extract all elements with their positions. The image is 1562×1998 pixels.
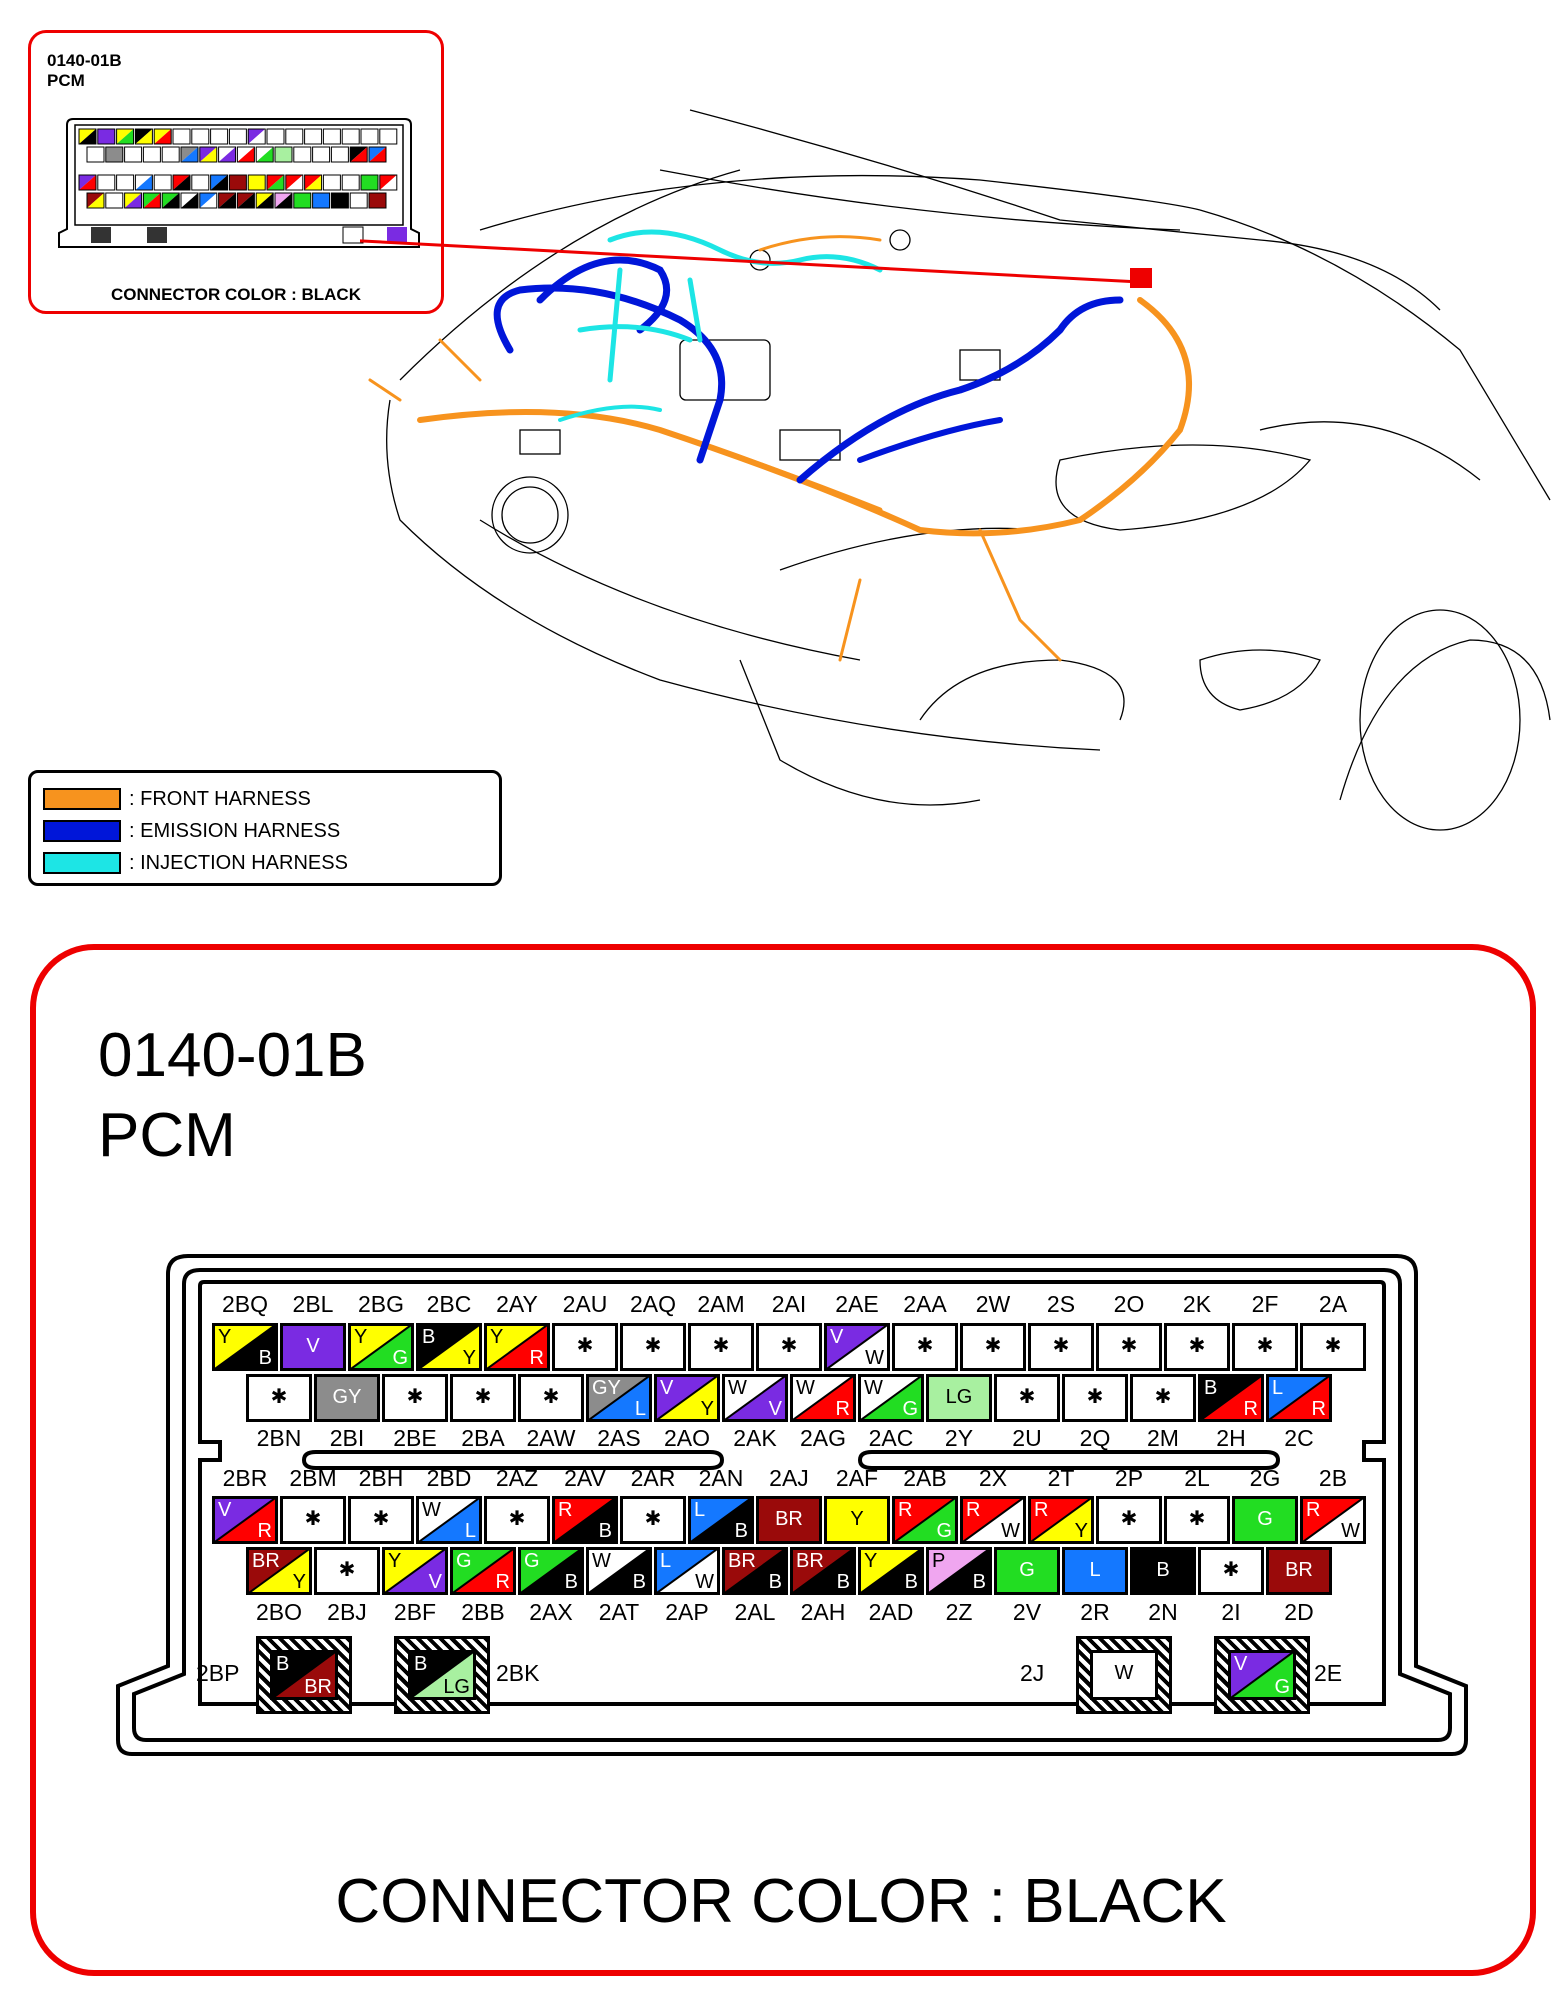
pin-color-primary: B <box>1204 1377 1218 1399</box>
pin-color-primary: G <box>456 1550 472 1572</box>
pin-r2-6 <box>586 1374 652 1422</box>
pin-r1-16 <box>1232 1323 1298 1371</box>
unused-pin-icon: ✱ <box>372 1508 390 1530</box>
pin-r3-12 <box>960 1496 1026 1544</box>
pin-color-stripe: B <box>598 1520 612 1542</box>
pin-label: 2G <box>1249 1465 1281 1491</box>
pin-color-stripe: G <box>902 1398 918 1420</box>
pin-r1-8 <box>688 1323 754 1371</box>
pin-label: 2BD <box>426 1465 472 1491</box>
pin-r4-6 <box>586 1547 652 1595</box>
pin-label: 2BH <box>358 1465 404 1491</box>
pin-r4-1 <box>246 1547 312 1595</box>
unused-pin-icon: ✱ <box>1154 1386 1172 1408</box>
pin-r1-10 <box>824 1323 890 1371</box>
pin-color-stripe: G <box>1274 1676 1290 1698</box>
pin-label: 2U <box>1012 1425 1042 1451</box>
pin-label: 2BC <box>426 1291 472 1317</box>
pin-color: G <box>1019 1559 1035 1581</box>
pin-r3-8 <box>688 1496 754 1544</box>
pin-color-stripe: R <box>835 1398 850 1420</box>
pin-label: 2AE <box>835 1291 879 1317</box>
pin-r4-4 <box>450 1547 516 1595</box>
pin-label: 2AN <box>698 1465 744 1491</box>
thumbnail-footer: CONNECTOR COLOR : BLACK <box>111 285 361 304</box>
pin-r2-11 <box>926 1374 992 1422</box>
aux-pin-2J <box>1090 1650 1158 1700</box>
pin-color-primary: GY <box>592 1377 621 1399</box>
pin-label: 2AV <box>564 1465 606 1491</box>
pin-r3-13 <box>1028 1496 1094 1544</box>
pin-color-stripe: R <box>1243 1398 1258 1420</box>
pin-r3-2 <box>280 1496 346 1544</box>
pin-r4-3 <box>382 1547 448 1595</box>
pin-r1-4 <box>416 1323 482 1371</box>
pin-label: 2AT <box>598 1599 640 1625</box>
pin-color-stripe: W <box>1341 1520 1360 1542</box>
unused-pin-icon: ✱ <box>1120 1335 1138 1357</box>
pin-color-primary: R <box>1034 1499 1049 1521</box>
pin-r4-12 <box>994 1547 1060 1595</box>
pin-color-primary: BR <box>252 1550 280 1572</box>
pin-label: 2B <box>1318 1465 1348 1491</box>
pin-r2-15 <box>1198 1374 1264 1422</box>
pin-label: 2AC <box>868 1425 914 1451</box>
pin-label: 2AF <box>835 1465 879 1491</box>
unused-pin-icon: ✱ <box>1188 1508 1206 1530</box>
aux-pin-2BK <box>408 1650 476 1700</box>
pin-color-primary: R <box>898 1499 913 1521</box>
pin-label: 2BA <box>461 1425 505 1451</box>
unused-pin-icon: ✱ <box>1188 1335 1206 1357</box>
pin-r2-7 <box>654 1374 720 1422</box>
pin-color-primary: Y <box>354 1326 368 1348</box>
pin-label: 2Y <box>944 1425 974 1451</box>
pin-label: 2Q <box>1079 1425 1111 1451</box>
unused-pin-icon: ✱ <box>1120 1508 1138 1530</box>
pin-color-stripe: Y <box>700 1398 714 1420</box>
pin-color-primary: L <box>660 1550 672 1572</box>
pin-color-stripe: Y <box>1074 1520 1088 1542</box>
pin-color-primary: R <box>966 1499 981 1521</box>
aux-pin-label: 2J <box>1020 1660 1045 1686</box>
pin-color-stripe: BR <box>304 1676 332 1698</box>
unused-pin-icon: ✱ <box>576 1335 594 1357</box>
pin-color: BR <box>775 1508 803 1530</box>
pin-color-stripe: L <box>634 1398 646 1420</box>
pin-color-stripe: L <box>464 1520 476 1542</box>
pin-color-stripe: G <box>392 1347 408 1369</box>
pin-r1-13 <box>1028 1323 1094 1371</box>
pin-color-primary: W <box>864 1377 883 1399</box>
legend-label-front: : FRONT HARNESS <box>129 787 311 810</box>
pin-label: 2AX <box>529 1599 573 1625</box>
pin-r2-16 <box>1266 1374 1332 1422</box>
pin-color-stripe: V <box>768 1398 782 1420</box>
pin-color-stripe: R <box>1311 1398 1326 1420</box>
pin-label: 2L <box>1184 1465 1210 1491</box>
aux-pin-2BP <box>270 1650 338 1700</box>
pin-label: 2AW <box>526 1425 576 1451</box>
pin-color-primary: W <box>728 1377 747 1399</box>
pin-color-primary: Y <box>490 1326 504 1348</box>
unused-pin-icon: ✱ <box>406 1386 424 1408</box>
pin-r4-16 <box>1266 1547 1332 1595</box>
thumbnail-code: 0140-01B <box>47 51 122 70</box>
aux-pin-label: 2E <box>1314 1660 1343 1686</box>
unused-pin-icon: ✱ <box>1256 1335 1274 1357</box>
pin-label: 2K <box>1182 1291 1212 1317</box>
pin-label: 2R <box>1080 1599 1110 1625</box>
pin-r2-13 <box>1062 1374 1128 1422</box>
pin-r3-4 <box>416 1496 482 1544</box>
pin-color-stripe: R <box>529 1347 544 1369</box>
connector-name: PCM <box>98 1101 236 1170</box>
pin-r3-16 <box>1232 1496 1298 1544</box>
pin-label: 2AQ <box>629 1291 677 1317</box>
pin-label: 2I <box>1221 1599 1241 1625</box>
pin-color-stripe: B <box>768 1571 782 1593</box>
pin-label: 2AH <box>800 1599 846 1625</box>
pin-label: 2BF <box>393 1599 437 1625</box>
pin-color-stripe: LG <box>443 1676 470 1698</box>
pin-r4-10 <box>858 1547 924 1595</box>
pin-color-stripe: B <box>836 1571 850 1593</box>
vehicle-harness-illustration <box>360 100 1560 840</box>
harness-legend <box>28 770 502 886</box>
pin-color-primary: R <box>558 1499 573 1521</box>
pin-color-primary: P <box>932 1550 946 1572</box>
pin-r2-14 <box>1130 1374 1196 1422</box>
pin-r4-5 <box>518 1547 584 1595</box>
unused-pin-icon: ✱ <box>712 1335 730 1357</box>
unused-pin-icon: ✱ <box>474 1386 492 1408</box>
pin-label: 2BE <box>393 1425 437 1451</box>
connector-code: 0140-01B <box>98 1021 367 1090</box>
pin-color-stripe: Y <box>462 1347 476 1369</box>
pin-color-stripe: V <box>428 1571 442 1593</box>
pin-color-primary: Y <box>218 1326 232 1348</box>
pin-label: 2V <box>1012 1599 1042 1625</box>
pin-color-primary: B <box>414 1653 428 1675</box>
pin-color-primary: L <box>694 1499 706 1521</box>
pin-label: 2BJ <box>327 1599 367 1625</box>
pin-r4-9 <box>790 1547 856 1595</box>
unused-pin-icon: ✱ <box>1052 1335 1070 1357</box>
pin-r2-3 <box>382 1374 448 1422</box>
pin-label: 2H <box>1216 1425 1246 1451</box>
aux-pin-2E <box>1228 1650 1296 1700</box>
pin-r2-10 <box>858 1374 924 1422</box>
pin-color: V <box>306 1335 320 1357</box>
pin-label: 2BN <box>256 1425 302 1451</box>
pin-color-stripe: G <box>936 1520 952 1542</box>
pin-label: 2X <box>978 1465 1008 1491</box>
pin-r3-15 <box>1164 1496 1230 1544</box>
pin-label: 2BG <box>357 1291 405 1317</box>
legend-item-front <box>43 787 311 811</box>
pin-label: 2M <box>1147 1425 1179 1451</box>
pin-color-primary: BR <box>728 1550 756 1572</box>
pin-r3-6 <box>552 1496 618 1544</box>
pin-r3-17 <box>1300 1496 1366 1544</box>
pin-label: 2AZ <box>495 1465 539 1491</box>
pin-label: 2AB <box>903 1465 947 1491</box>
pin-r1-3 <box>348 1323 414 1371</box>
unused-pin-icon: ✱ <box>304 1508 322 1530</box>
pin-label: 2BI <box>329 1425 365 1451</box>
unused-pin-icon: ✱ <box>508 1508 526 1530</box>
pin-color: L <box>1089 1559 1101 1581</box>
pin-color: LG <box>945 1386 973 1408</box>
unused-pin-icon: ✱ <box>644 1508 662 1530</box>
legend-item-injection <box>43 851 348 875</box>
pin-color-stripe: W <box>865 1347 884 1369</box>
unused-pin-icon: ✱ <box>1324 1335 1342 1357</box>
pin-color-primary: R <box>1306 1499 1321 1521</box>
pin-r3-5 <box>484 1496 550 1544</box>
pin-label: 2AA <box>903 1291 947 1317</box>
pin-color-primary: W <box>592 1550 611 1572</box>
pin-r2-4 <box>450 1374 516 1422</box>
pin-r1-7 <box>620 1323 686 1371</box>
pin-r2-5 <box>518 1374 584 1422</box>
pin-r1-6 <box>552 1323 618 1371</box>
pin-r1-9 <box>756 1323 822 1371</box>
pin-label: 2F <box>1251 1291 1279 1317</box>
pin-r4-8 <box>722 1547 788 1595</box>
unused-pin-icon: ✱ <box>644 1335 662 1357</box>
pin-label: 2BQ <box>221 1291 269 1317</box>
pin-r1-2 <box>280 1323 346 1371</box>
pin-label: 2A <box>1318 1291 1348 1317</box>
pin-r3-7 <box>620 1496 686 1544</box>
pin-label: 2C <box>1284 1425 1314 1451</box>
pin-color-primary: W <box>796 1377 815 1399</box>
pin-label: 2AP <box>665 1599 709 1625</box>
pin-r4-13 <box>1062 1547 1128 1595</box>
pin-label: 2AG <box>799 1425 847 1451</box>
pin-color-stripe: W <box>695 1571 714 1593</box>
pin-r3-10 <box>824 1496 890 1544</box>
pin-color: W <box>1114 1662 1134 1684</box>
pin-color-primary: V <box>1234 1653 1248 1675</box>
pin-color-stripe: R <box>495 1571 510 1593</box>
pin-label: 2AD <box>868 1599 914 1625</box>
pin-color: BR <box>1285 1559 1313 1581</box>
pin-color-primary: BR <box>796 1550 824 1572</box>
pin-color-stripe: B <box>258 1347 272 1369</box>
pin-r3-14 <box>1096 1496 1162 1544</box>
pin-label: 2AR <box>630 1465 676 1491</box>
pin-color-primary: Y <box>388 1550 402 1572</box>
pin-label: 2AK <box>733 1425 777 1451</box>
pin-label: 2BO <box>255 1599 303 1625</box>
thumbnail-name: PCM <box>47 71 85 90</box>
pin-color-stripe: B <box>972 1571 986 1593</box>
pin-r3-9 <box>756 1496 822 1544</box>
unused-pin-icon: ✱ <box>1018 1386 1036 1408</box>
unused-pin-icon: ✱ <box>542 1386 560 1408</box>
pin-label: 2N <box>1148 1599 1178 1625</box>
pin-color-stripe: R <box>257 1520 272 1542</box>
pin-label: 2BL <box>292 1291 334 1317</box>
legend-label-emission: : EMISSION HARNESS <box>129 819 341 842</box>
pin-r4-7 <box>654 1547 720 1595</box>
pin-r2-8 <box>722 1374 788 1422</box>
pin-color: GY <box>332 1386 362 1408</box>
pin-r1-12 <box>960 1323 1026 1371</box>
pin-color-stripe: B <box>904 1571 918 1593</box>
pin-label: 2BR <box>222 1465 268 1491</box>
legend-swatch-emission <box>43 820 121 842</box>
pin-label: 2S <box>1046 1291 1076 1317</box>
pin-r1-17 <box>1300 1323 1366 1371</box>
pin-color-primary: V <box>830 1326 844 1348</box>
unused-pin-icon: ✱ <box>338 1559 356 1581</box>
pin-r1-15 <box>1164 1323 1230 1371</box>
pin-label: 2AS <box>597 1425 641 1451</box>
pin-r4-11 <box>926 1547 992 1595</box>
pin-color-primary: W <box>422 1499 441 1521</box>
aux-pin-label: 2BK <box>496 1660 540 1686</box>
pin-color-stripe: B <box>564 1571 578 1593</box>
unused-pin-icon: ✱ <box>984 1335 1002 1357</box>
pin-r3-11 <box>892 1496 958 1544</box>
pin-color-primary: L <box>1272 1377 1284 1399</box>
pin-r4-14 <box>1130 1547 1196 1595</box>
pin-color-primary: Y <box>864 1550 878 1572</box>
unused-pin-icon: ✱ <box>270 1386 288 1408</box>
pin-color: B <box>1156 1559 1170 1581</box>
pin-color-primary: B <box>422 1326 436 1348</box>
pin-label: 2W <box>975 1291 1011 1317</box>
pin-r1-5 <box>484 1323 550 1371</box>
aux-pin-label: 2BP <box>196 1660 240 1686</box>
unused-pin-icon: ✱ <box>1222 1559 1240 1581</box>
pin-label: 2AO <box>663 1425 711 1451</box>
pin-r2-2 <box>314 1374 380 1422</box>
pin-r4-2 <box>314 1547 380 1595</box>
pin-label: 2AI <box>771 1291 807 1317</box>
pin-label: 2BM <box>289 1465 337 1491</box>
pin-color-primary: V <box>218 1499 232 1521</box>
unused-pin-icon: ✱ <box>780 1335 798 1357</box>
pin-label: 2P <box>1114 1465 1144 1491</box>
pin-color-primary: B <box>276 1653 290 1675</box>
pin-r1-14 <box>1096 1323 1162 1371</box>
pin-color-primary: G <box>524 1550 540 1572</box>
pin-r2-1 <box>246 1374 312 1422</box>
pin-label: 2BB <box>461 1599 505 1625</box>
pin-r3-3 <box>348 1496 414 1544</box>
pin-label: 2AU <box>562 1291 608 1317</box>
pin-label: 2Z <box>945 1599 973 1625</box>
thumbnail-code-block <box>47 51 122 91</box>
pin-color-stripe: W <box>1001 1520 1020 1542</box>
unused-pin-icon: ✱ <box>916 1335 934 1357</box>
pin-label: 2O <box>1113 1291 1145 1317</box>
legend-label-injection: : INJECTION HARNESS <box>129 851 348 874</box>
pin-r1-1 <box>212 1323 278 1371</box>
pin-label: 2AM <box>697 1291 745 1317</box>
pin-r4-15 <box>1198 1547 1264 1595</box>
pin-color-stripe: Y <box>292 1571 306 1593</box>
connector-color-footer: CONNECTOR COLOR : BLACK <box>335 1867 1227 1936</box>
pin-label: 2T <box>1047 1465 1075 1491</box>
pin-label: 2AL <box>734 1599 776 1625</box>
pin-label: 2AY <box>496 1291 538 1317</box>
pin-r2-12 <box>994 1374 1060 1422</box>
legend-item-emission <box>43 819 340 843</box>
pin-color-stripe: B <box>734 1520 748 1542</box>
pin-color-stripe: B <box>632 1571 646 1593</box>
pin-r3-1 <box>212 1496 278 1544</box>
pin-r2-9 <box>790 1374 856 1422</box>
pin-color-primary: V <box>660 1377 674 1399</box>
pin-label: 2AJ <box>769 1465 809 1491</box>
pin-color: Y <box>850 1508 864 1530</box>
pin-color: G <box>1257 1508 1273 1530</box>
legend-swatch-injection <box>43 852 121 874</box>
pin-label: 2D <box>1284 1599 1314 1625</box>
unused-pin-icon: ✱ <box>1086 1386 1104 1408</box>
pin-r1-11 <box>892 1323 958 1371</box>
legend-swatch-front <box>43 788 121 810</box>
